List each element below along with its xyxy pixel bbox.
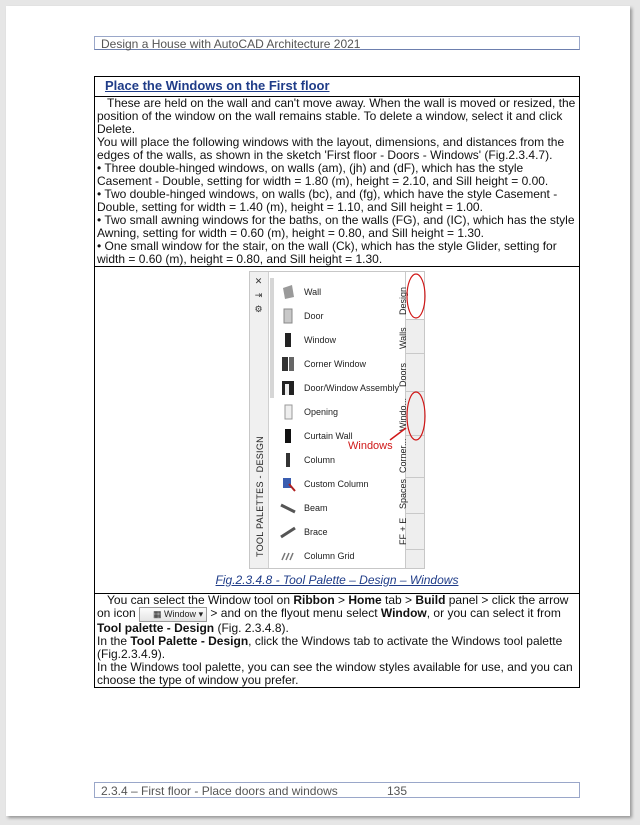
running-header: Design a House with AutoCAD Architecture 2021: [94, 36, 580, 50]
tab-doors[interactable]: Doors: [406, 354, 424, 392]
body-text-cell: [95, 97, 580, 267]
tool-label: Door: [304, 311, 324, 321]
window-dropdown-button: ▦ Window ▾: [139, 607, 207, 622]
paragraph: In the Tool Palette - Design, click the Windows tab to activate the Windows tool palette (Fig.2.3.4.9).: [97, 634, 563, 661]
bullet-item: • Two small awning windows for the baths, on the walls (FG), and (IC), which has the style Awning, setting for width = 0.60 (m), height = 0.80, and Sill height = 1.30.: [97, 213, 575, 240]
tab-windows[interactable]: Windo...: [406, 392, 424, 436]
tab-design[interactable]: Design: [406, 272, 424, 320]
tool-label: Window: [304, 335, 337, 345]
paragraph: You can select the Window tool on Ribbon > Home tab > Build panel > click the arrow on icon ▦ Window ▾ > and on the flyout menu select Window, or you can select it from Tool palette - Design (Fig. 2.3.4.8).: [97, 593, 569, 635]
tab-ff-e[interactable]: FF + E: [406, 514, 424, 550]
tool-label: Corner Window: [304, 359, 367, 369]
paragraph: You will place the following windows with the layout, dimensions, and distances from the edges of the walls, as shown in the sketch 'First floor - Doors - Windows' (Fig.2.3.4.7).: [97, 135, 565, 162]
tool-label: Beam: [304, 503, 328, 513]
tab-spaces[interactable]: Spaces: [406, 478, 424, 514]
tool-label: Custom Column: [304, 479, 369, 489]
tab-walls[interactable]: Walls: [406, 320, 424, 354]
figure-cell: [95, 267, 580, 594]
bullet-item: • Three double-hinged windows, on walls (am), (jh) and (dF), which has the style Casement - Double, setting for width = 1.80 (m), height = 2.10, and Sill height = 0.00.: [97, 161, 549, 188]
tool-label: Column: [304, 455, 336, 465]
callout-arrow: [250, 272, 426, 570]
tool-label: Column Grid: [304, 551, 355, 561]
tool-label: Door/Window Assembly: [304, 383, 400, 393]
section-title: Place the Windows on the First floor: [95, 77, 580, 97]
section-table: [94, 76, 580, 688]
running-footer: [94, 782, 580, 798]
tool-palette: [249, 271, 425, 569]
tab-corner[interactable]: Corner...: [406, 436, 424, 478]
footer-section: 2.3.4 – First floor - Place doors and windows: [101, 784, 338, 798]
tool-label: Wall: [304, 287, 322, 297]
tool-label: Opening: [304, 407, 339, 417]
page-number: 135: [387, 784, 408, 798]
tool-label: Brace: [304, 527, 328, 537]
close-icon[interactable]: ✕: [254, 276, 263, 286]
bullet-item: • One small window for the stair, on the wall (Ck), which has the style Glider, setting for width = 0.60 (m), height = 0.80, and Sill height = 1.30.: [97, 239, 557, 266]
figure-caption: Fig.2.3.4.8 - Tool Palette – Design – Windows: [215, 573, 459, 587]
properties-icon[interactable]: ⚙: [254, 304, 263, 314]
paragraph: In the Windows tool palette, you can see the window styles available for use, and you can choose the type of window you prefer.: [97, 660, 573, 687]
callout-label: Windows: [348, 440, 393, 452]
palette-title: TOOL PALETTES - DESIGN: [255, 436, 265, 557]
auto-hide-icon[interactable]: ⇥: [254, 290, 263, 300]
bullet-item: • Two double-hinged windows, on walls (bc), and (fg), which have the style Casement - Double, setting for width = 1.40 (m), height = 1.10, and Sill height = 1.00.: [97, 187, 558, 214]
document-page: [6, 6, 630, 816]
tool-label: Curtain Wall: [304, 431, 353, 441]
paragraph: These are held on the wall and can't move away. When the wall is moved or resized, the position of the window on the wall remains stable. To delete a window, select it and click Delete.: [97, 96, 576, 136]
instructions-cell: [95, 594, 580, 688]
